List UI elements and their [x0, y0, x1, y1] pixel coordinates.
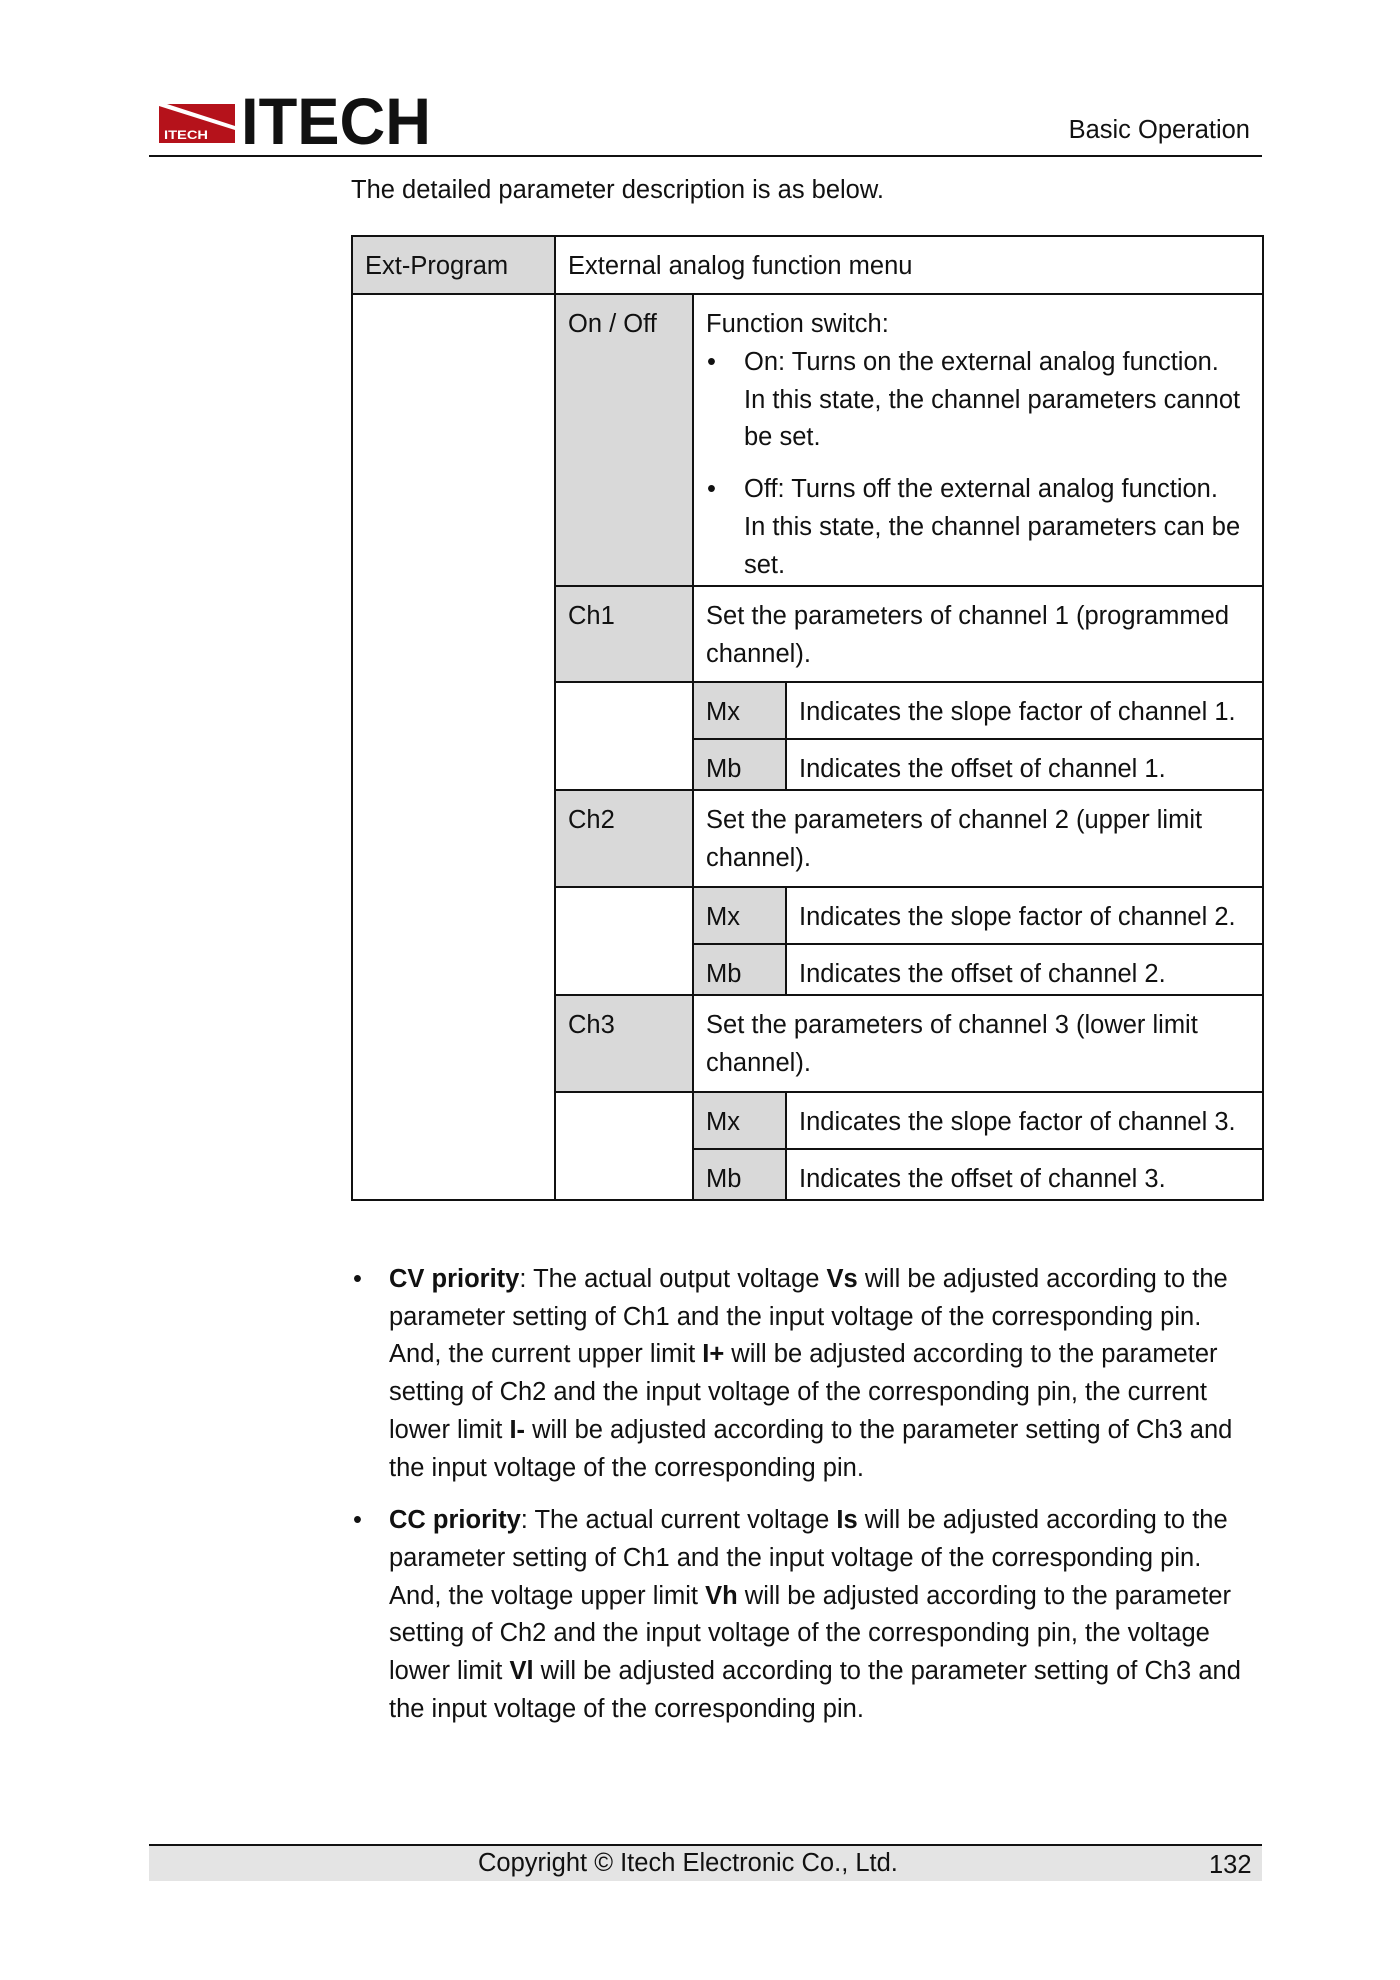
priority-list [351, 1261, 1271, 1728]
param-symbol: Is [836, 1506, 858, 1535]
param-name: Mb [706, 755, 742, 783]
channel-name-cell [555, 586, 693, 682]
page-number: 132 [1209, 1851, 1252, 1879]
channel-name: Ch2 [568, 806, 615, 834]
channel-desc-cell [693, 790, 1263, 887]
priority-label: CV priority [389, 1265, 520, 1293]
cc-priority-item [351, 1502, 1271, 1728]
param-name-cell [693, 1092, 786, 1149]
empty-cell [555, 887, 693, 995]
param-desc-cell [786, 1092, 1263, 1149]
text-run: will be adjusted according to the parameter setting of Ch2 and the input voltage of the corresponding pin, the current lower limit [389, 1340, 1218, 1444]
param-name: Mb [706, 960, 742, 988]
list-item [706, 471, 1254, 584]
param-name: Mb [706, 1165, 742, 1193]
param-name: Mx [706, 903, 740, 931]
itech-logo [155, 92, 435, 150]
onoff-name-cell [555, 294, 693, 586]
text-run: : The actual output voltage [519, 1265, 827, 1293]
logo-badge-text: ITECH [164, 128, 208, 142]
parameter-table [351, 235, 1264, 1201]
bullet-icon: • [353, 1506, 362, 1535]
header-rule [149, 155, 1262, 157]
param-symbol: Vl [509, 1657, 534, 1686]
onoff-desc-cell [693, 294, 1263, 586]
priority-label: CC priority [389, 1506, 521, 1535]
channel-desc: Set the parameters of channel 1 (programmed channel). [706, 602, 1230, 668]
option-off-text: Off: Turns off the external analog function. In this state, the channel parameters can be set. [744, 475, 1241, 579]
channel-name: Ch1 [568, 602, 615, 630]
param-name: Mx [706, 698, 740, 726]
onoff-options [706, 344, 1254, 585]
channel-name-cell [555, 995, 693, 1092]
param-name-cell [693, 739, 786, 790]
table-row [352, 236, 1263, 294]
empty-cell [555, 1092, 693, 1200]
priority-text [389, 1506, 1241, 1723]
empty-cell [352, 294, 555, 1200]
bullet-icon: • [353, 1265, 362, 1293]
param-symbol: Vs [826, 1265, 858, 1293]
option-on-text: On: Turns on the external analog function. In this state, the channel parameters cannot be set. [744, 347, 1241, 452]
text-run: will be adjusted according to the parameter setting of Ch1 and the input voltage of the corresponding pin. And, the voltage upper limit [389, 1506, 1228, 1610]
param-desc-cell [786, 739, 1263, 790]
channel-desc: Set the parameters of channel 2 (upper limit channel). [706, 806, 1203, 872]
param-name-cell [693, 1149, 786, 1200]
text-run: : The actual current voltage [520, 1506, 837, 1535]
channel-desc: Set the parameters of channel 3 (lower limit channel). [706, 1011, 1198, 1077]
param-symbol: Vh [705, 1581, 738, 1610]
param-desc: Indicates the offset of channel 2. [799, 960, 1166, 988]
text-run: will be adjusted according to the parameter setting of Ch3 and the input voltage of the corresponding pin. [389, 1415, 1233, 1482]
section-title: Basic Operation [1068, 116, 1250, 144]
logo-wordmark: ITECH [241, 92, 431, 150]
param-desc-cell [786, 887, 1263, 944]
text-run: will be adjusted according to the parameter setting of Ch1 and the input voltage of the corresponding pin. And, the current upper limit [389, 1265, 1228, 1369]
menu-desc-cell [555, 236, 1263, 294]
param-desc: Indicates the slope factor of channel 2. [799, 903, 1236, 931]
channel-name: Ch3 [568, 1011, 615, 1039]
bullet-icon: • [707, 475, 716, 504]
param-desc: Indicates the slope factor of channel 3. [799, 1108, 1236, 1136]
bullet-icon: • [707, 347, 716, 376]
menu-desc: External analog function menu [568, 252, 913, 280]
text-run: will be adjusted according to the parameter setting of Ch3 and the input voltage of the corresponding pin. [389, 1657, 1241, 1723]
list-item [706, 344, 1254, 457]
channel-desc-cell [693, 586, 1263, 682]
param-desc: Indicates the slope factor of channel 1. [799, 698, 1236, 726]
table-row [352, 294, 1263, 586]
intro-text: The detailed parameter description is as below. [351, 176, 884, 204]
param-symbol: I- [509, 1415, 526, 1444]
param-desc-cell [786, 944, 1263, 995]
param-desc-cell [786, 682, 1263, 739]
text-run: will be adjusted according to the parameter setting of Ch2 and the input voltage of the corresponding pin, the voltage lower limit [389, 1581, 1231, 1686]
onoff-name: On / Off [568, 310, 657, 338]
channel-name-cell [555, 790, 693, 887]
copyright-text: Copyright © Itech Electronic Co., Ltd. [478, 1849, 898, 1877]
menu-name: Ext-Program [365, 252, 509, 280]
onoff-title: Function switch: [706, 310, 889, 338]
param-desc: Indicates the offset of channel 3. [799, 1165, 1166, 1193]
priority-text [389, 1265, 1232, 1482]
cv-priority-item [351, 1261, 1271, 1487]
param-name-cell [693, 887, 786, 944]
param-desc: Indicates the offset of channel 1. [799, 755, 1166, 783]
param-desc-cell [786, 1149, 1263, 1200]
param-name: Mx [706, 1108, 740, 1136]
menu-name-cell [352, 236, 555, 294]
param-symbol: I+ [702, 1340, 725, 1369]
param-name-cell [693, 944, 786, 995]
param-name-cell [693, 682, 786, 739]
channel-desc-cell [693, 995, 1263, 1092]
empty-cell [555, 682, 693, 790]
